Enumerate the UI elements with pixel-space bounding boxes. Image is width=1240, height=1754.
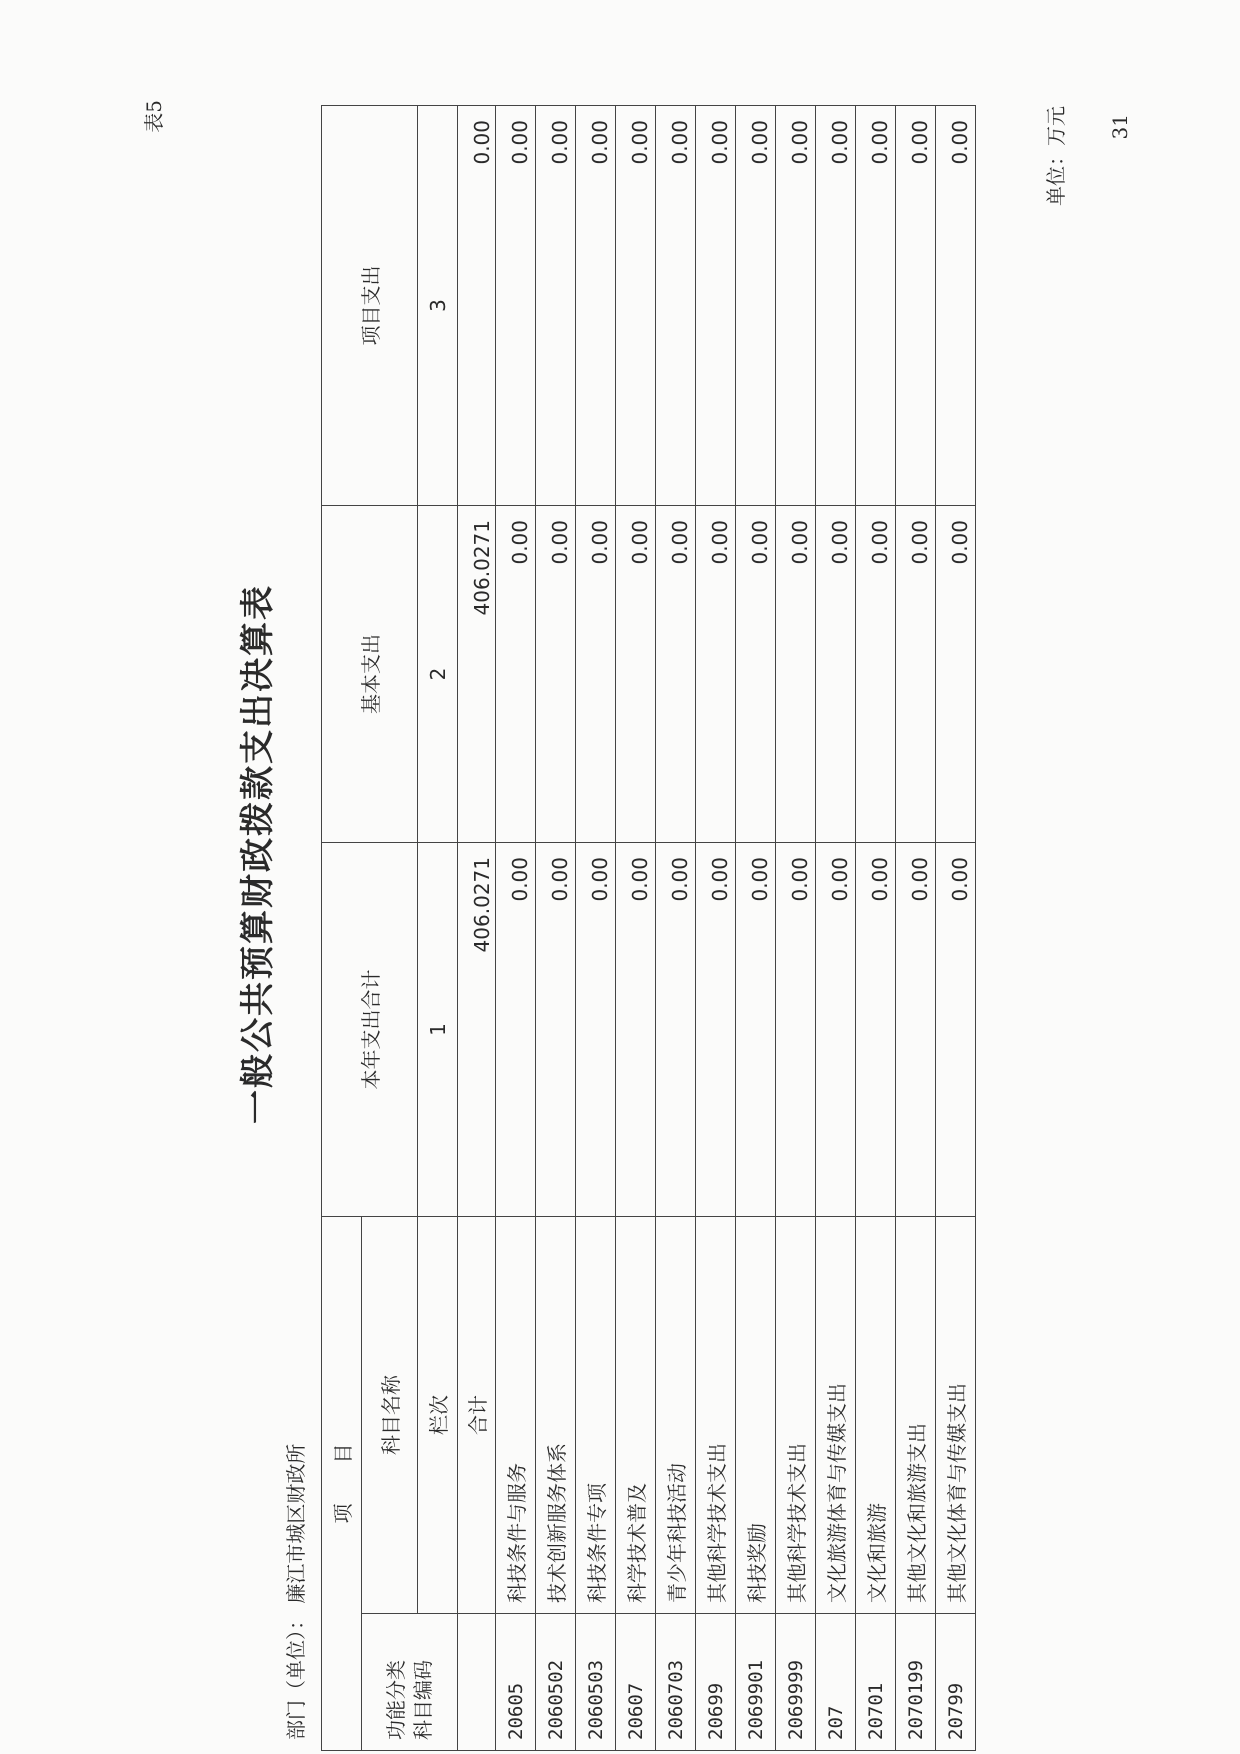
row-basic: 0.00 (696, 506, 736, 843)
row-basic: 0.00 (816, 506, 856, 843)
department-line (280, 1444, 309, 1740)
row-basic: 0.00 (856, 506, 896, 843)
sum-row (458, 106, 496, 1751)
table-row (696, 106, 736, 1751)
row-project: 0.00 (656, 106, 696, 506)
row-code: 20607 (616, 1614, 656, 1751)
table-row (816, 106, 856, 1751)
row-name: 科技奖励 (736, 1217, 776, 1614)
row-project: 0.00 (576, 106, 616, 506)
row-total: 0.00 (856, 843, 896, 1217)
row-total: 0.00 (776, 843, 816, 1217)
row-code: 2060502 (536, 1614, 576, 1751)
table-row (896, 106, 936, 1751)
row-name: 其他文化体育与传媒支出 (936, 1217, 976, 1614)
row-name: 青少年科技活动 (656, 1217, 696, 1614)
row-project: 0.00 (736, 106, 776, 506)
row-basic: 0.00 (776, 506, 816, 843)
row-name: 技术创新服务体系 (536, 1217, 576, 1614)
department-name: 廉江市城区财政所 (284, 1443, 308, 1604)
row-code: 2069999 (776, 1614, 816, 1751)
row-label: 栏次 (418, 1217, 458, 1614)
page-number: 31 (1108, 114, 1132, 140)
row-code: 207 (816, 1614, 856, 1751)
row-project: 0.00 (616, 106, 656, 506)
row-name: 其他文化和旅游支出 (896, 1217, 936, 1614)
row-project: 0.00 (536, 106, 576, 506)
row-code: 2069901 (736, 1614, 776, 1751)
row-code: 2060703 (656, 1614, 696, 1751)
table-row (656, 106, 696, 1751)
department-label: 部门（单位）： (284, 1610, 308, 1740)
row-project: 0.00 (776, 106, 816, 506)
row-total: 0.00 (696, 843, 736, 1217)
row-total: 0.00 (496, 843, 536, 1217)
unit-label: 单位：万元 (1044, 106, 1068, 206)
header-total: 本年支出合计 (322, 843, 418, 1217)
row-basic: 0.00 (496, 506, 536, 843)
header-name: 科目名称 (362, 1217, 418, 1614)
row-total: 0.00 (896, 843, 936, 1217)
header-code: 功能分类 科目编码 (362, 1614, 458, 1751)
col-number-1: 1 (418, 843, 458, 1217)
table-row (576, 106, 616, 1751)
row-name: 科学技术普及 (616, 1217, 656, 1614)
sum-project: 0.00 (458, 106, 496, 506)
row-basic: 0.00 (616, 506, 656, 843)
sum-label: 合计 (458, 1217, 496, 1614)
sum-total: 406.0271 (458, 843, 496, 1217)
row-code: 20799 (936, 1614, 976, 1751)
row-code: 20701 (856, 1614, 896, 1751)
row-total: 0.00 (736, 843, 776, 1217)
table-row (496, 106, 536, 1751)
table-row (776, 106, 816, 1751)
row-total: 0.00 (936, 843, 976, 1217)
row-basic: 0.00 (736, 506, 776, 843)
row-project: 0.00 (816, 106, 856, 506)
table-number: 表5 (142, 100, 166, 133)
row-total: 0.00 (616, 843, 656, 1217)
expenditure-table (321, 105, 976, 1751)
row-name: 文化旅游体育与传媒支出 (816, 1217, 856, 1614)
header-project: 项 目 (322, 1217, 362, 1751)
row-name: 其他科学技术支出 (696, 1217, 736, 1614)
table-row (616, 106, 656, 1751)
row-basic: 0.00 (896, 506, 936, 843)
row-project: 0.00 (696, 106, 736, 506)
row-basic: 0.00 (656, 506, 696, 843)
header-basic: 基本支出 (322, 506, 418, 843)
page-title: 一般公共预算财政拨款支出决算表 (238, 584, 278, 1124)
row-basic: 0.00 (936, 506, 976, 843)
row-code: 20699 (696, 1614, 736, 1751)
table-row (536, 106, 576, 1751)
table-row (856, 106, 896, 1751)
row-name: 科技条件与服务 (496, 1217, 536, 1614)
row-code: 20605 (496, 1614, 536, 1751)
row-basic: 0.00 (576, 506, 616, 843)
row-name: 文化和旅游 (856, 1217, 896, 1614)
row-total: 0.00 (656, 843, 696, 1217)
row-basic: 0.00 (536, 506, 576, 843)
col-number-3: 3 (418, 106, 458, 506)
table-row (936, 106, 976, 1751)
header-project-expense: 项目支出 (322, 106, 418, 506)
col-number-2: 2 (418, 506, 458, 843)
sum-basic: 406.0271 (458, 506, 496, 843)
row-project: 0.00 (896, 106, 936, 506)
row-total: 0.00 (576, 843, 616, 1217)
row-project: 0.00 (936, 106, 976, 506)
row-total: 0.00 (816, 843, 856, 1217)
row-name: 科技条件专项 (576, 1217, 616, 1614)
table-row (736, 106, 776, 1751)
sum-code-cell (458, 1614, 496, 1751)
row-name: 其他科学技术支出 (776, 1217, 816, 1614)
row-total: 0.00 (536, 843, 576, 1217)
row-code: 2060503 (576, 1614, 616, 1751)
row-code: 2070199 (896, 1614, 936, 1751)
row-project: 0.00 (496, 106, 536, 506)
row-project: 0.00 (856, 106, 896, 506)
